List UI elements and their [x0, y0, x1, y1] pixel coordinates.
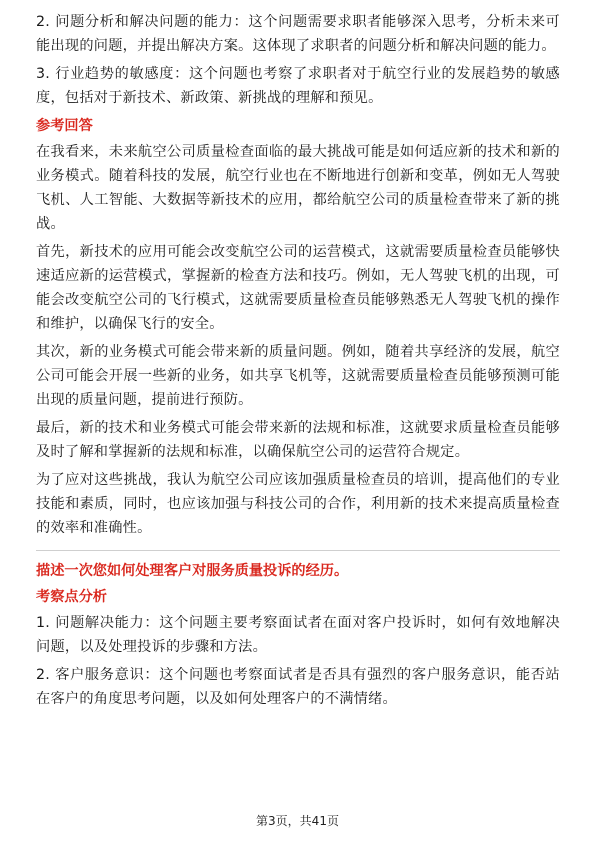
analysis-point: 2. 问题分析和解决问题的能力：这个问题需要求职者能够深入思考，分析未来可能出现的问题，并提出解决方案。这体现了求职者的问题分析和解决问题的能力。 — [36, 14, 560, 54]
analysis-point: 3. 行业趋势的敏感度：这个问题也考察了求职者对于航空行业的发展趋势的敏感度，包括对于新技术、新政策、新挑战的理解和预见。 — [36, 66, 560, 106]
analysis-heading: 考察点分析 — [36, 589, 107, 605]
document-page — [36, 10, 560, 715]
question-heading: 描述一次您如何处理客户对服务质量投诉的经历。 — [36, 563, 349, 579]
answer-paragraph: 为了应对这些挑战，我认为航空公司应该加强质量检查员的培训，提高他们的专业技能和素质，同时，也应该加强与科技公司的合作，利用新的技术来提高质量检查的效率和准确性。 — [36, 472, 560, 536]
analysis-point: 1. 问题解决能力：这个问题主要考察面试者在面对客户投诉时，如何有效地解决问题，以及处理投诉的步骤和方法。 — [36, 615, 560, 655]
analysis-point: 2. 客户服务意识：这个问题也考察面试者是否具有强烈的客户服务意识，能否站在客户的角度思考问题，以及如何处理客户的不满情绪。 — [36, 667, 560, 707]
section-divider — [36, 550, 560, 551]
answer-heading: 参考回答 — [36, 118, 93, 134]
page-number: 第3页，共41页 — [256, 814, 339, 828]
answer-paragraph: 最后，新的技术和业务模式可能会带来新的法规和标准，这就要求质量检查员能够及时了解和掌握新的法规和标准，以确保航空公司的运营符合规定。 — [36, 420, 560, 460]
answer-paragraph: 在我看来，未来航空公司质量检查面临的最大挑战可能是如何适应新的技术和新的业务模式。随着科技的发展，航空行业也在不断地进行创新和变革，例如无人驾驶飞机、人工智能、大数据等新技术的应用，都给航空公司的质量检查带来了新的挑战。 — [36, 144, 560, 232]
answer-paragraph: 其次，新的业务模式可能会带来新的质量问题。例如，随着共享经济的发展，航空公司可能会开展一些新的业务，如共享飞机等，这就需要质量检查员能够预测可能出现的质量问题，提前进行预防。 — [36, 344, 560, 408]
answer-paragraph: 首先，新技术的应用可能会改变航空公司的运营模式，这就需要质量检查员能够快速适应新的运营模式，掌握新的检查方法和技巧。例如，无人驾驶飞机的出现，可能会改变航空公司的飞行模式，这就需要质量检查员能够熟悉无人驾驶飞机的操作和维护，以确保飞行的安全。 — [36, 244, 560, 332]
